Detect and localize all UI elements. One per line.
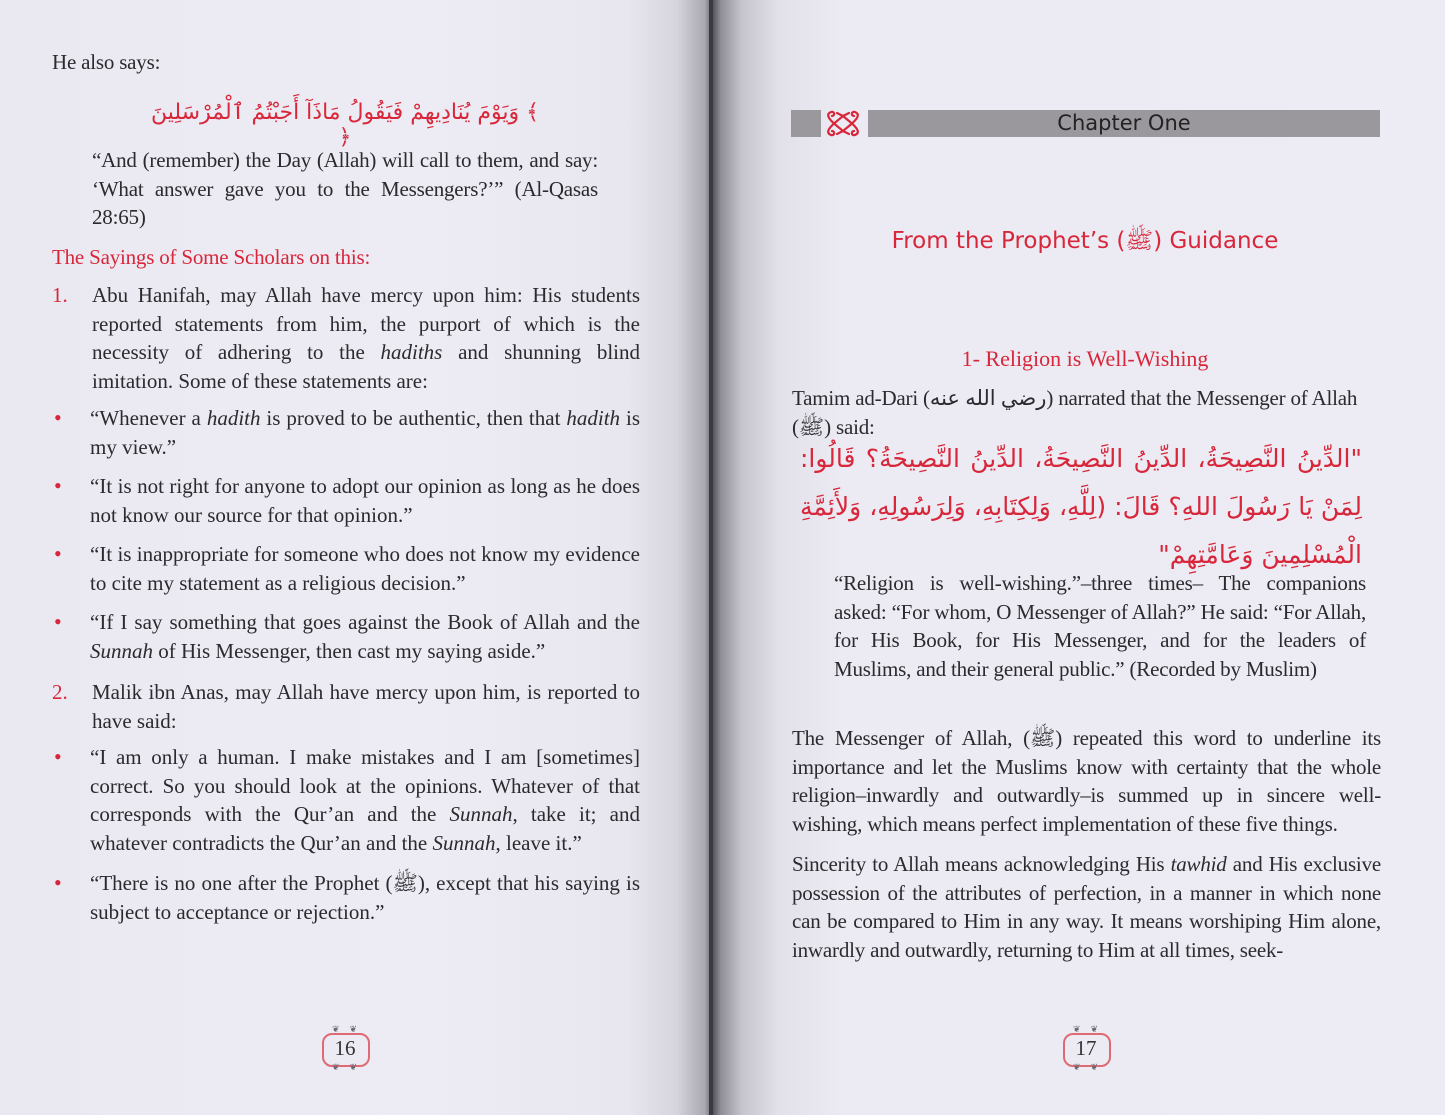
list-item-text: “It is not right for anyone to adopt our opinion as long as he does not know our source for that opinion.” [90, 474, 640, 527]
bullet-icon: • [54, 609, 62, 634]
list-item-text: “I am only a human. I make mistakes and I am [sometimes] correct. So you should look at the opinions. Whatever of that corresponds with the Qur’an and the Sunnah, take it; and whatever contradicts the Qur’an and the Sunnah, leave it.” [90, 745, 640, 855]
list-number: 2. [52, 680, 68, 704]
list-item-quote [52, 743, 640, 857]
arabesque-ornament-icon [823, 108, 863, 139]
page-number-badge-16 [322, 1024, 368, 1072]
bullet-icon: • [54, 473, 62, 498]
verse-close-bracket: ﴾ [526, 100, 539, 125]
hadith-translation: “Religion is well-wishing.”–three times– The companions asked: “For whom, O Messenger of Allah?” He said: “For Allah, for His Book, for His Messenger, and for the leaders of Muslims, and their general public.” (Recorded by Muslim) [834, 571, 1366, 681]
intro-text: He also says: [52, 50, 161, 74]
hadith-arabic: "الدِّينُ النَّصِيحَةُ، الدِّينُ النَّصِيحَةُ، الدِّينُ النَّصِيحَةُ؟ قَالُوا: لِمَنْ يَا رَسُولَ اللهِ؟ قَالَ: (لِلَّهِ، وَلِكِتَابِهِ، وَلِرَسُولِهِ، وَلأَئِمَّةِ الْمُسْلِمِينَ وَعَامَّتِهِمْ" [800, 444, 1362, 569]
list-item-malik [52, 678, 640, 735]
paragraph-explanation: The Messenger of Allah, (ﷺ) repeated this word to underline its importance and let the Muslims know with certainty that the whole religion–inwardly and outwardly–is summed up in sincere well-wishing, which means perfect implementation of these five things. [792, 726, 1381, 836]
chapter-banner [791, 110, 1380, 137]
book-gutter [709, 0, 713, 1115]
quran-verse-arabic [150, 100, 540, 150]
ornament-icon: ❦❦ [332, 1024, 368, 1034]
list-item-quote [52, 540, 640, 597]
ornament-icon: ❦❦ [1073, 1062, 1109, 1072]
bullet-icon: • [54, 541, 62, 566]
narration-intro: Tamim ad-Dari (رضي الله عنه) narrated that the Messenger of Allah (ﷺ) said: [792, 386, 1358, 439]
banner-block [791, 110, 821, 137]
list-item-text: “Whenever a hadith is proved to be authentic, then that hadith is my view.” [90, 406, 640, 459]
chapter-title: From the Prophet’s (ﷺ) Guidance [891, 228, 1279, 254]
ornament-icon: ❦❦ [332, 1062, 368, 1072]
list-item-quote [52, 404, 640, 461]
list-item-text: Malik ibn Anas, may Allah have mercy upon him, is reported to have said: [92, 680, 640, 733]
bullet-icon: • [54, 744, 62, 769]
section-subheading: 1- Religion is Well-Wishing [961, 346, 1209, 371]
page-number-badge-17 [1063, 1024, 1109, 1072]
page-number: 17 [1075, 1036, 1097, 1060]
list-item-quote [52, 869, 640, 926]
bullet-icon: • [54, 405, 62, 430]
list-item-quote [52, 608, 640, 665]
list-item-text: “It is inappropriate for someone who does not know my evidence to cite my statement as a religious decision.” [90, 542, 640, 595]
section-heading: The Sayings of Some Scholars on this: [52, 245, 371, 269]
ornament-icon: ❦❦ [1073, 1024, 1109, 1034]
list-item-quote [52, 472, 640, 529]
verse-open-bracket: ﴿ [338, 125, 352, 150]
verse-translation: “And (remember) the Day (Allah) will call to them, and say: ‘What answer gave you to the Messengers?’” (Al-Qasas 28:65) [92, 148, 598, 229]
chapter-label: Chapter One [868, 110, 1380, 137]
verse-text: وَيَوْمَ يُنَادِيهِمْ فَيَقُولُ مَاذَآ أَجَبْتُمُ ٱلْمُرْسَلِينَ [151, 100, 520, 125]
list-item-abu-hanifah [52, 281, 640, 395]
page-number: 16 [334, 1036, 356, 1060]
list-number: 1. [52, 283, 68, 307]
list-item-text: Abu Hanifah, may Allah have mercy upon him: His students reported statements from him, the purport of which is the necessity of adhering to the hadiths and shunning blind imitation. Some of these statements are: [92, 283, 641, 393]
bullet-icon: • [54, 870, 62, 895]
list-item-text: “There is no one after the Prophet (ﷺ), except that his saying is subject to acceptance or rejection.” [90, 871, 640, 924]
paragraph-sincerity: Sincerity to Allah means acknowledging His tawhid and His exclusive possession of the attributes of perfection, in a manner in which none can be compared to Him in any way. It means worshiping Him alone, inwardly and outwardly, returning to Him at all times, seek- [792, 852, 1381, 962]
list-item-text: “If I say something that goes against the Book of Allah and the Sunnah of His Messenger, then cast my saying aside.” [90, 610, 640, 663]
